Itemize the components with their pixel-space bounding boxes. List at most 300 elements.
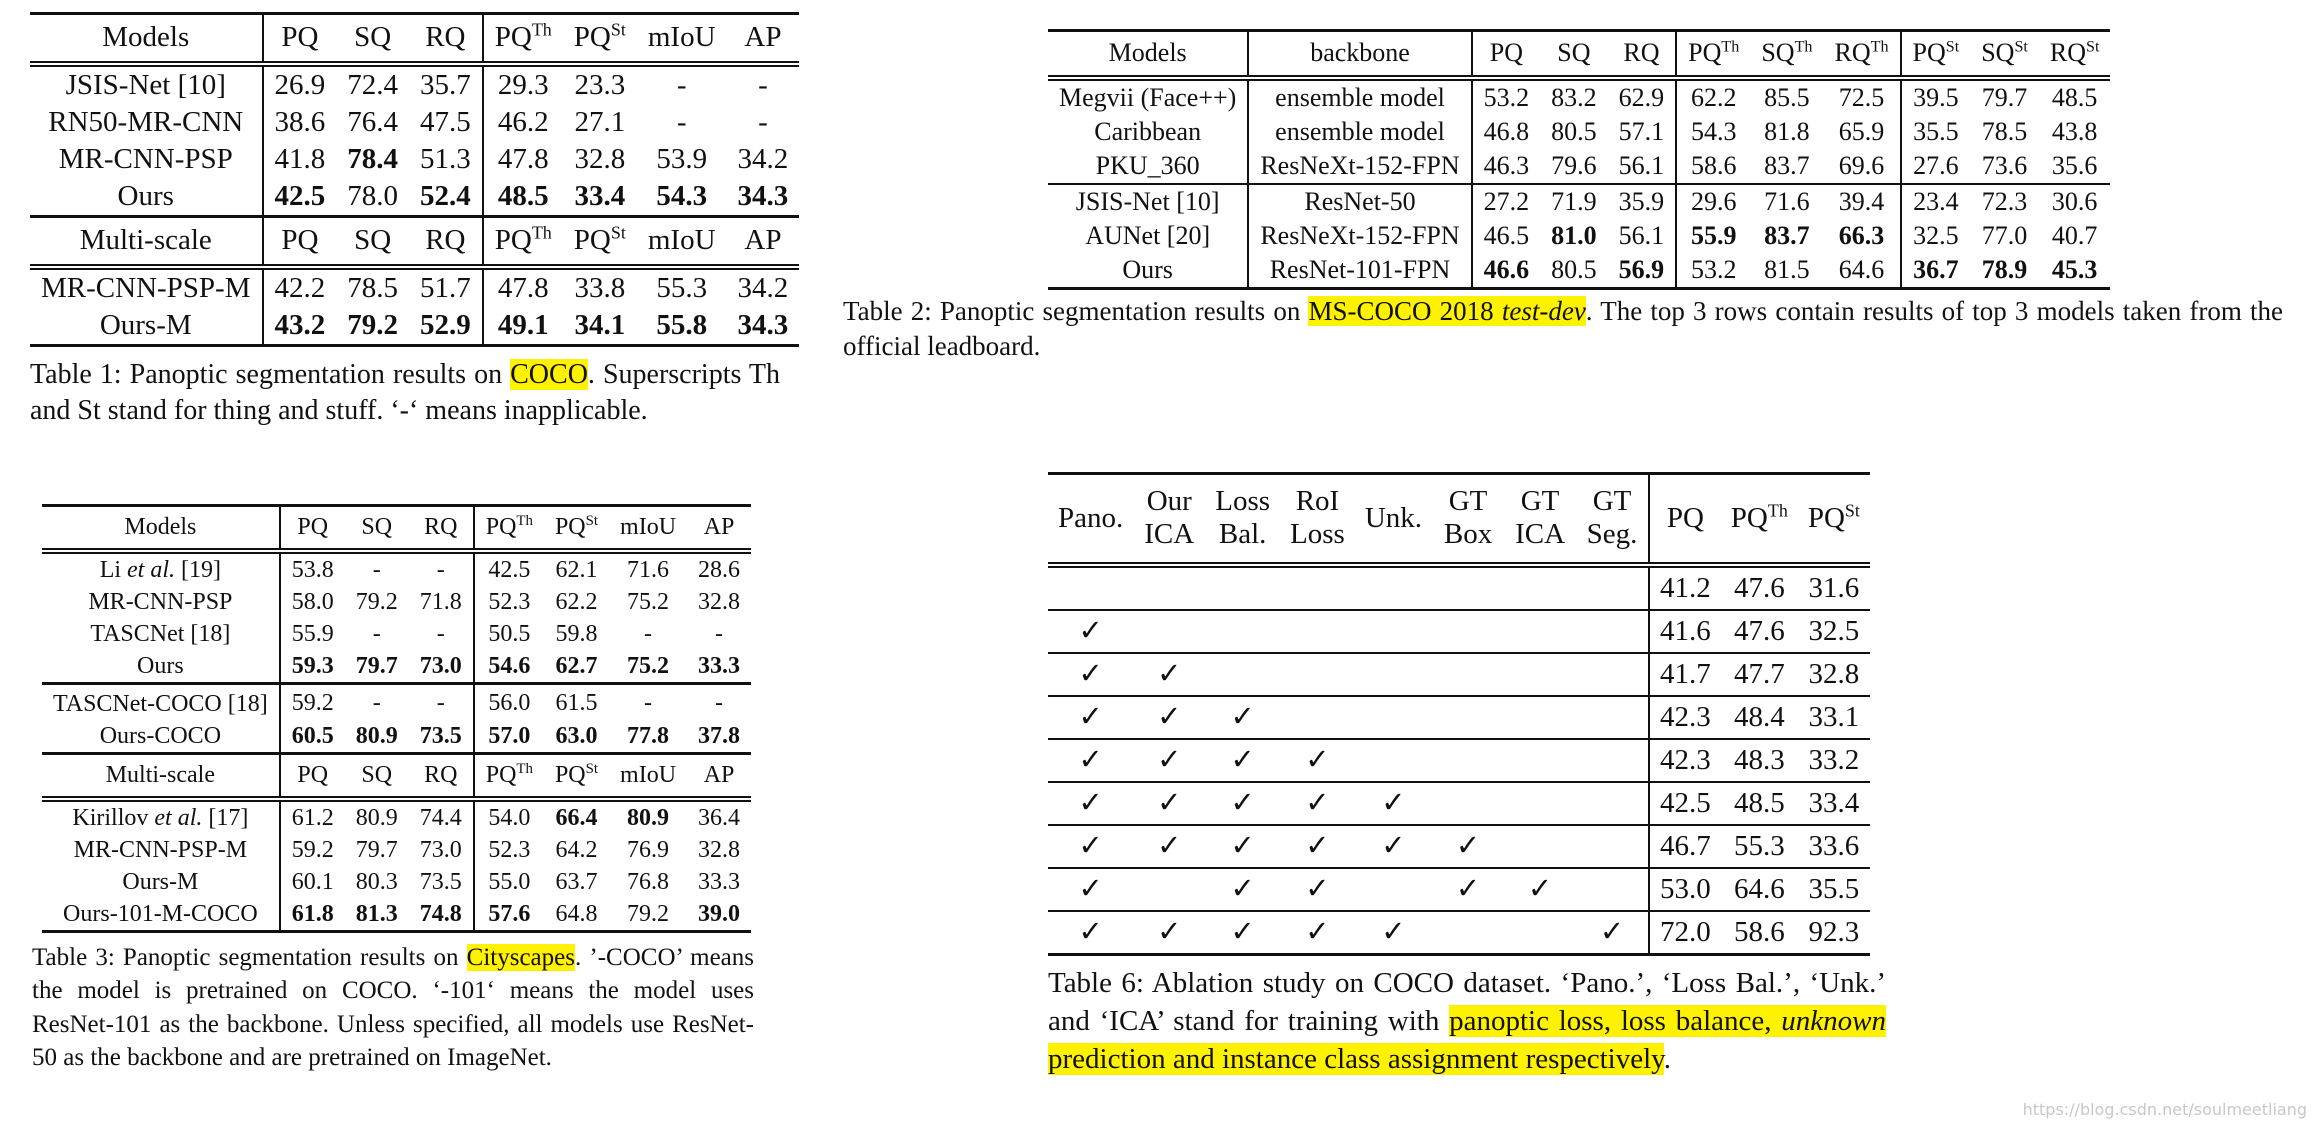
- table-row: [1048, 739, 1870, 782]
- value-cell: 48.5: [497, 180, 549, 212]
- value-cell: 65.9: [1823, 115, 1900, 149]
- value-cell: 46.6: [1472, 253, 1541, 289]
- table-1: [30, 12, 799, 347]
- value-cell: -: [715, 621, 724, 647]
- checkmark-cell: [1048, 911, 1133, 955]
- table-row: [1048, 184, 2110, 219]
- checkmark-icon: ✓: [1078, 657, 1103, 690]
- backbone-cell: ensemble model: [1248, 115, 1471, 149]
- value-cell: 29.6: [1676, 184, 1750, 219]
- value-cell: 81.8: [1764, 117, 1810, 146]
- value-cell: 62.7: [555, 653, 598, 679]
- checkmark-cell: [1205, 911, 1280, 955]
- model-name-cell: JSIS-Net [10]: [1048, 184, 1248, 219]
- value-cell: 72.4: [336, 64, 409, 104]
- checkmark-cell: [1280, 739, 1355, 782]
- value-cell: 79.2: [336, 307, 409, 346]
- value-cell: 59.2: [280, 684, 345, 721]
- table-header-row: [1048, 31, 2110, 79]
- model-name-cell: AUNet [20]: [1048, 219, 1248, 253]
- value-cell: 50.5: [488, 621, 531, 647]
- table-subheader-row: [30, 217, 799, 268]
- value-cell: 76.8: [627, 869, 670, 895]
- caption-text: Table 3: Panoptic segmentation results on: [32, 944, 467, 971]
- model-name-cell: TASCNet [18]: [42, 618, 280, 650]
- checkmark-icon: ✓: [1078, 700, 1103, 733]
- model-name-cell: MR-CNN-PSP-M: [42, 834, 280, 866]
- header-cell: SQ: [336, 217, 409, 268]
- table-subheader-row: [42, 754, 751, 800]
- empty-cell: [1355, 868, 1432, 911]
- value-cell: 56.1: [1608, 149, 1677, 184]
- value-cell: 51.3: [409, 141, 483, 178]
- empty-cell: [1133, 868, 1205, 911]
- value-cell: 26.9: [263, 64, 337, 104]
- value-cell: -: [758, 106, 768, 138]
- value-cell: 23.3: [563, 64, 637, 104]
- header-cell: SQ: [345, 506, 409, 552]
- checkmark-cell: [1205, 825, 1280, 868]
- empty-cell: [1432, 565, 1504, 610]
- caption-highlight: COCO: [510, 359, 588, 390]
- value-cell: 92.3: [1798, 911, 1870, 955]
- table-row: [1048, 78, 2110, 115]
- table-header-row: [1048, 474, 1870, 565]
- value-cell: 47.6: [1721, 565, 1798, 610]
- value-cell: 34.3: [737, 180, 789, 212]
- model-name-cell: TASCNet-COCO [18]: [42, 684, 280, 721]
- value-cell: 57.1: [1608, 115, 1677, 149]
- checkmark-icon: ✓: [1230, 872, 1255, 905]
- model-name-cell: Li et al. [19]: [42, 551, 280, 586]
- value-cell: 64.6: [1823, 253, 1900, 289]
- empty-cell: [1504, 825, 1576, 868]
- empty-cell: [1355, 610, 1432, 653]
- header-cell: RQ: [409, 754, 474, 800]
- checkmark-cell: [1133, 653, 1205, 696]
- model-name-cell: Ours-M: [30, 307, 263, 346]
- header-cell: backbone: [1248, 31, 1471, 79]
- value-cell: 81.0: [1551, 221, 1597, 250]
- value-cell: 48.4: [1721, 696, 1798, 739]
- header-cell: $PQ^{St}$: [544, 754, 609, 800]
- value-cell: 47.8: [497, 143, 549, 175]
- checkmark-cell: [1205, 696, 1280, 739]
- empty-cell: [1504, 782, 1576, 825]
- checkmark-icon: ✓: [1157, 786, 1182, 819]
- table-row: [42, 618, 751, 650]
- value-cell: -: [345, 551, 409, 586]
- value-cell: 59.3: [291, 653, 334, 679]
- value-cell: -: [687, 684, 751, 721]
- header-cell: RoI Loss: [1280, 474, 1355, 565]
- empty-cell: [1504, 653, 1576, 696]
- header-cell: mIoU: [637, 14, 727, 65]
- table-row: [1048, 868, 1870, 911]
- value-cell: 36.7: [1901, 253, 1971, 289]
- empty-cell: [1133, 610, 1205, 653]
- empty-cell: [1576, 782, 1649, 825]
- value-cell: 46.7: [1649, 825, 1721, 868]
- value-cell: 63.0: [555, 723, 598, 749]
- empty-cell: [1576, 825, 1649, 868]
- header-cell: SQ: [345, 754, 409, 800]
- empty-cell: [1432, 696, 1504, 739]
- empty-cell: [1576, 868, 1649, 911]
- model-name-cell: JSIS-Net [10]: [30, 64, 263, 104]
- header-cell: $PQ^{Th}$: [474, 754, 544, 800]
- value-cell: 81.5: [1750, 253, 1823, 289]
- checkmark-cell: [1280, 911, 1355, 955]
- value-cell: 78.0: [347, 180, 398, 212]
- value-cell: 69.6: [1823, 149, 1900, 184]
- value-cell: 37.8: [698, 723, 741, 749]
- table-row: [30, 141, 799, 178]
- backbone-cell: ResNet-101-FPN: [1248, 253, 1471, 289]
- value-cell: 63.7: [555, 869, 598, 895]
- table-row: [1048, 610, 1870, 653]
- value-cell: 80.3: [355, 869, 398, 895]
- value-cell: 66.4: [544, 799, 609, 834]
- empty-cell: [1280, 565, 1355, 610]
- value-cell: 41.8: [274, 143, 326, 175]
- caption-text: . Superscripts Th and St stand for thing and stuff. ‘-‘ means inapplicable.: [30, 359, 781, 427]
- empty-cell: [1432, 911, 1504, 955]
- value-cell: 32.8: [698, 589, 741, 615]
- value-cell: 71.9: [1540, 184, 1608, 219]
- checkmark-icon: ✓: [1078, 915, 1103, 948]
- value-cell: 61.8: [280, 898, 345, 932]
- value-cell: 55.0: [488, 869, 531, 895]
- value-cell: 73.5: [409, 866, 474, 898]
- value-cell: 73.0: [409, 834, 474, 866]
- value-cell: 35.5: [1798, 868, 1870, 911]
- header-cell: AP: [727, 14, 800, 65]
- value-cell: 80.9: [609, 799, 687, 834]
- empty-cell: [1576, 696, 1649, 739]
- value-cell: 33.6: [1798, 825, 1870, 868]
- table-row: [30, 307, 799, 346]
- value-cell: 55.3: [1721, 825, 1798, 868]
- empty-cell: [1504, 696, 1576, 739]
- model-name-cell: Ours-COCO: [42, 720, 280, 754]
- value-cell: 38.6: [274, 106, 326, 138]
- value-cell: 73.0: [409, 650, 474, 684]
- model-name-cell: RN50-MR-CNN: [30, 104, 263, 141]
- value-cell: 34.1: [563, 307, 637, 346]
- empty-cell: [1048, 565, 1133, 610]
- value-cell: 42.5: [1649, 782, 1721, 825]
- value-cell: 54.3: [656, 180, 708, 212]
- empty-cell: [1133, 565, 1205, 610]
- value-cell: 54.6: [488, 653, 531, 679]
- table-row: [42, 586, 751, 618]
- header-cell: mIoU: [637, 217, 727, 268]
- empty-cell: [1355, 653, 1432, 696]
- table-row: [30, 178, 799, 217]
- value-cell: 42.2: [263, 267, 337, 307]
- value-cell: 62.1: [544, 551, 609, 586]
- checkmark-cell: [1355, 911, 1432, 955]
- value-cell: 79.6: [1551, 151, 1597, 180]
- empty-cell: [1205, 653, 1280, 696]
- header-cell: Models: [30, 14, 263, 65]
- value-cell: 52.3: [488, 837, 531, 863]
- table-row: [42, 650, 751, 684]
- model-name-cell: Ours-M: [42, 866, 280, 898]
- table-3-caption: [32, 941, 754, 1074]
- value-cell: 33.1: [1798, 696, 1870, 739]
- value-cell: 56.1: [1608, 219, 1677, 253]
- table-row: [42, 684, 751, 721]
- empty-cell: [1576, 653, 1649, 696]
- table-row: [42, 720, 751, 754]
- value-cell: 42.5: [474, 551, 544, 586]
- value-cell: 30.6: [2039, 184, 2111, 219]
- model-name-cell: Ours: [1048, 253, 1248, 289]
- checkmark-cell: [1432, 868, 1504, 911]
- value-cell: -: [409, 551, 474, 586]
- header-cell: PQ: [1472, 31, 1541, 79]
- value-cell: 73.6: [1981, 151, 2028, 180]
- table-row: [30, 64, 799, 104]
- value-cell: -: [372, 621, 381, 647]
- header-cell: $PQ^{St}$: [563, 14, 637, 65]
- header-cell: Models: [1048, 31, 1248, 79]
- checkmark-cell: [1133, 825, 1205, 868]
- empty-cell: [1504, 739, 1576, 782]
- header-cell: RQ: [409, 14, 483, 65]
- value-cell: 73.5: [409, 720, 474, 754]
- value-cell: 79.2: [355, 589, 398, 615]
- value-cell: 34.2: [727, 267, 800, 307]
- value-cell: 47.6: [1721, 610, 1798, 653]
- checkmark-icon: ✓: [1078, 743, 1103, 776]
- value-cell: 34.2: [737, 143, 789, 175]
- value-cell: 32.5: [1798, 610, 1870, 653]
- value-cell: -: [609, 684, 687, 721]
- value-cell: 46.8: [1483, 117, 1530, 146]
- checkmark-cell: [1048, 825, 1133, 868]
- value-cell: 47.8: [483, 267, 563, 307]
- value-cell: 28.6: [687, 551, 751, 586]
- checkmark-icon: ✓: [1305, 786, 1330, 819]
- table-1-block: [30, 12, 789, 430]
- header-cell: $PQ^{St}$: [563, 217, 637, 268]
- model-name-cell: Ours: [42, 650, 280, 684]
- checkmark-icon: ✓: [1078, 614, 1103, 647]
- value-cell: 83.7: [1764, 221, 1810, 250]
- value-cell: 40.7: [2051, 221, 2098, 250]
- value-cell: 33.2: [1798, 739, 1870, 782]
- value-cell: 76.4: [347, 106, 398, 138]
- header-cell: $RQ^{Th}$: [1823, 31, 1900, 79]
- table-header-row: [30, 14, 799, 65]
- header-cell: SQ: [336, 14, 409, 65]
- value-cell: -: [345, 684, 409, 721]
- header-cell: RQ: [409, 506, 474, 552]
- table-1-caption: [30, 357, 780, 430]
- model-name-cell: Ours: [30, 178, 263, 217]
- value-cell: 52.9: [409, 307, 483, 346]
- value-cell: 33.3: [698, 869, 741, 895]
- header-cell: AP: [687, 506, 751, 552]
- header-cell: Multi-scale: [42, 754, 280, 800]
- header-cell: Our ICA: [1133, 474, 1205, 565]
- header-cell: mIoU: [609, 506, 687, 552]
- value-cell: -: [644, 621, 653, 647]
- header-cell: $PQ^{Th}$: [483, 14, 563, 65]
- checkmark-icon: ✓: [1230, 786, 1255, 819]
- value-cell: 55.8: [637, 307, 727, 346]
- checkmark-cell: [1280, 868, 1355, 911]
- value-cell: 80.5: [1540, 253, 1608, 289]
- value-cell: 45.3: [2039, 253, 2111, 289]
- model-name-cell: MR-CNN-PSP: [30, 141, 263, 178]
- table-6: [1048, 472, 1870, 956]
- empty-cell: [1576, 565, 1649, 610]
- backbone-cell: ResNeXt-152-FPN: [1248, 219, 1471, 253]
- checkmark-icon: ✓: [1381, 786, 1406, 819]
- header-cell: GT Box: [1432, 474, 1504, 565]
- value-cell: 53.0: [1649, 868, 1721, 911]
- value-cell: 39.4: [1823, 184, 1900, 219]
- checkmark-icon: ✓: [1305, 829, 1330, 862]
- checkmark-icon: ✓: [1381, 915, 1406, 948]
- value-cell: 58.0: [291, 589, 334, 615]
- value-cell: 53.9: [656, 143, 708, 175]
- table-row: [30, 104, 799, 141]
- checkmark-icon: ✓: [1305, 915, 1330, 948]
- value-cell: 32.8: [574, 143, 626, 175]
- value-cell: 41.6: [1649, 610, 1721, 653]
- value-cell: 36.4: [687, 799, 751, 834]
- model-name-cell: MR-CNN-PSP: [42, 586, 280, 618]
- checkmark-icon: ✓: [1455, 829, 1481, 862]
- value-cell: 80.9: [355, 723, 398, 749]
- empty-cell: [1205, 565, 1280, 610]
- value-cell: 48.5: [1721, 782, 1798, 825]
- table-row: [1048, 219, 2110, 253]
- empty-cell: [1432, 739, 1504, 782]
- header-cell: RQ: [409, 217, 483, 268]
- header-cell: Unk.: [1355, 474, 1432, 565]
- table-2-block: [843, 29, 2283, 364]
- value-cell: 39.0: [687, 898, 751, 932]
- value-cell: 48.3: [1721, 739, 1798, 782]
- empty-cell: [1205, 610, 1280, 653]
- table-row: [42, 898, 751, 932]
- checkmark-icon: ✓: [1381, 829, 1406, 862]
- checkmark-cell: [1432, 825, 1504, 868]
- empty-cell: [1504, 911, 1576, 955]
- header-cell: $RQ^{St}$: [2039, 31, 2111, 79]
- header-cell: GT Seg.: [1576, 474, 1649, 565]
- table-2-caption: [843, 294, 2283, 364]
- value-cell: 57.0: [488, 723, 531, 749]
- value-cell: 55.3: [637, 267, 727, 307]
- value-cell: 35.6: [2051, 151, 2098, 180]
- value-cell: -: [409, 618, 474, 650]
- table-header-row: [42, 506, 751, 552]
- value-cell: 33.4: [1798, 782, 1870, 825]
- value-cell: 59.8: [555, 621, 598, 647]
- value-cell: 35.7: [409, 64, 483, 104]
- checkmark-cell: [1133, 911, 1205, 955]
- empty-cell: [1576, 739, 1649, 782]
- header-cell: $PQ^{Th}$: [474, 506, 544, 552]
- value-cell: 72.0: [1649, 911, 1721, 955]
- value-cell: 77.0: [1981, 221, 2028, 250]
- value-cell: 71.6: [1750, 184, 1823, 219]
- value-cell: -: [727, 64, 800, 104]
- value-cell: 53.2: [1676, 253, 1750, 289]
- value-cell: 72.3: [1970, 184, 2039, 219]
- value-cell: 42.3: [1649, 739, 1721, 782]
- value-cell: 43.8: [2051, 117, 2098, 146]
- table-2: [1048, 29, 2110, 290]
- value-cell: 27.1: [574, 106, 626, 138]
- checkmark-icon: ✓: [1230, 700, 1255, 733]
- empty-cell: [1355, 696, 1432, 739]
- checkmark-icon: ✓: [1455, 872, 1481, 905]
- value-cell: 35.9: [1608, 184, 1677, 219]
- table-row: [42, 866, 751, 898]
- header-cell: $PQ^{St}$: [544, 506, 609, 552]
- empty-cell: [1355, 565, 1432, 610]
- table-row: [1048, 825, 1870, 868]
- checkmark-icon: ✓: [1157, 915, 1182, 948]
- value-cell: -: [409, 684, 474, 721]
- value-cell: 78.5: [1981, 117, 2028, 146]
- empty-cell: [1432, 610, 1504, 653]
- value-cell: 78.4: [347, 143, 398, 175]
- value-cell: 41.7: [1649, 653, 1721, 696]
- checkmark-icon: ✓: [1230, 829, 1255, 862]
- checkmark-icon: ✓: [1078, 786, 1103, 819]
- table-row: [1048, 911, 1870, 955]
- table-row: [42, 551, 751, 586]
- backbone-cell: ResNeXt-152-FPN: [1248, 149, 1471, 184]
- checkmark-icon: ✓: [1599, 915, 1625, 948]
- caption-text: . ’-COCO’ means the model is pretrained on COCO. ‘-101‘ means the model uses ResNet-101 as the backbone. Unless specified, all models use ResNet-50 as the backbone and are pretrained on ImageNet.: [32, 944, 755, 1071]
- value-cell: 72.5: [1823, 78, 1900, 115]
- table-row: [1048, 115, 2110, 149]
- value-cell: 51.7: [409, 267, 483, 307]
- value-cell: 79.7: [1970, 78, 2039, 115]
- checkmark-icon: ✓: [1157, 743, 1182, 776]
- value-cell: 75.2: [627, 653, 670, 679]
- table-row: [42, 799, 751, 834]
- value-cell: 61.2: [280, 799, 345, 834]
- value-cell: 33.8: [563, 267, 637, 307]
- table-row: [1048, 782, 1870, 825]
- empty-cell: [1576, 610, 1649, 653]
- value-cell: 57.6: [474, 898, 544, 932]
- checkmark-icon: ✓: [1157, 657, 1182, 690]
- caption-text: . The top 3 rows contain results of top 3 models taken from the official leadboard.: [843, 296, 2283, 362]
- table-row: [1048, 149, 2110, 184]
- value-cell: 27.2: [1472, 184, 1541, 219]
- value-cell: 32.5: [1913, 221, 1959, 250]
- value-cell: 53.8: [280, 551, 345, 586]
- checkmark-cell: [1576, 911, 1649, 955]
- value-cell: 81.3: [345, 898, 409, 932]
- value-cell: 58.6: [1721, 911, 1798, 955]
- empty-cell: [1280, 653, 1355, 696]
- value-cell: 76.9: [627, 837, 670, 863]
- value-cell: -: [676, 106, 687, 138]
